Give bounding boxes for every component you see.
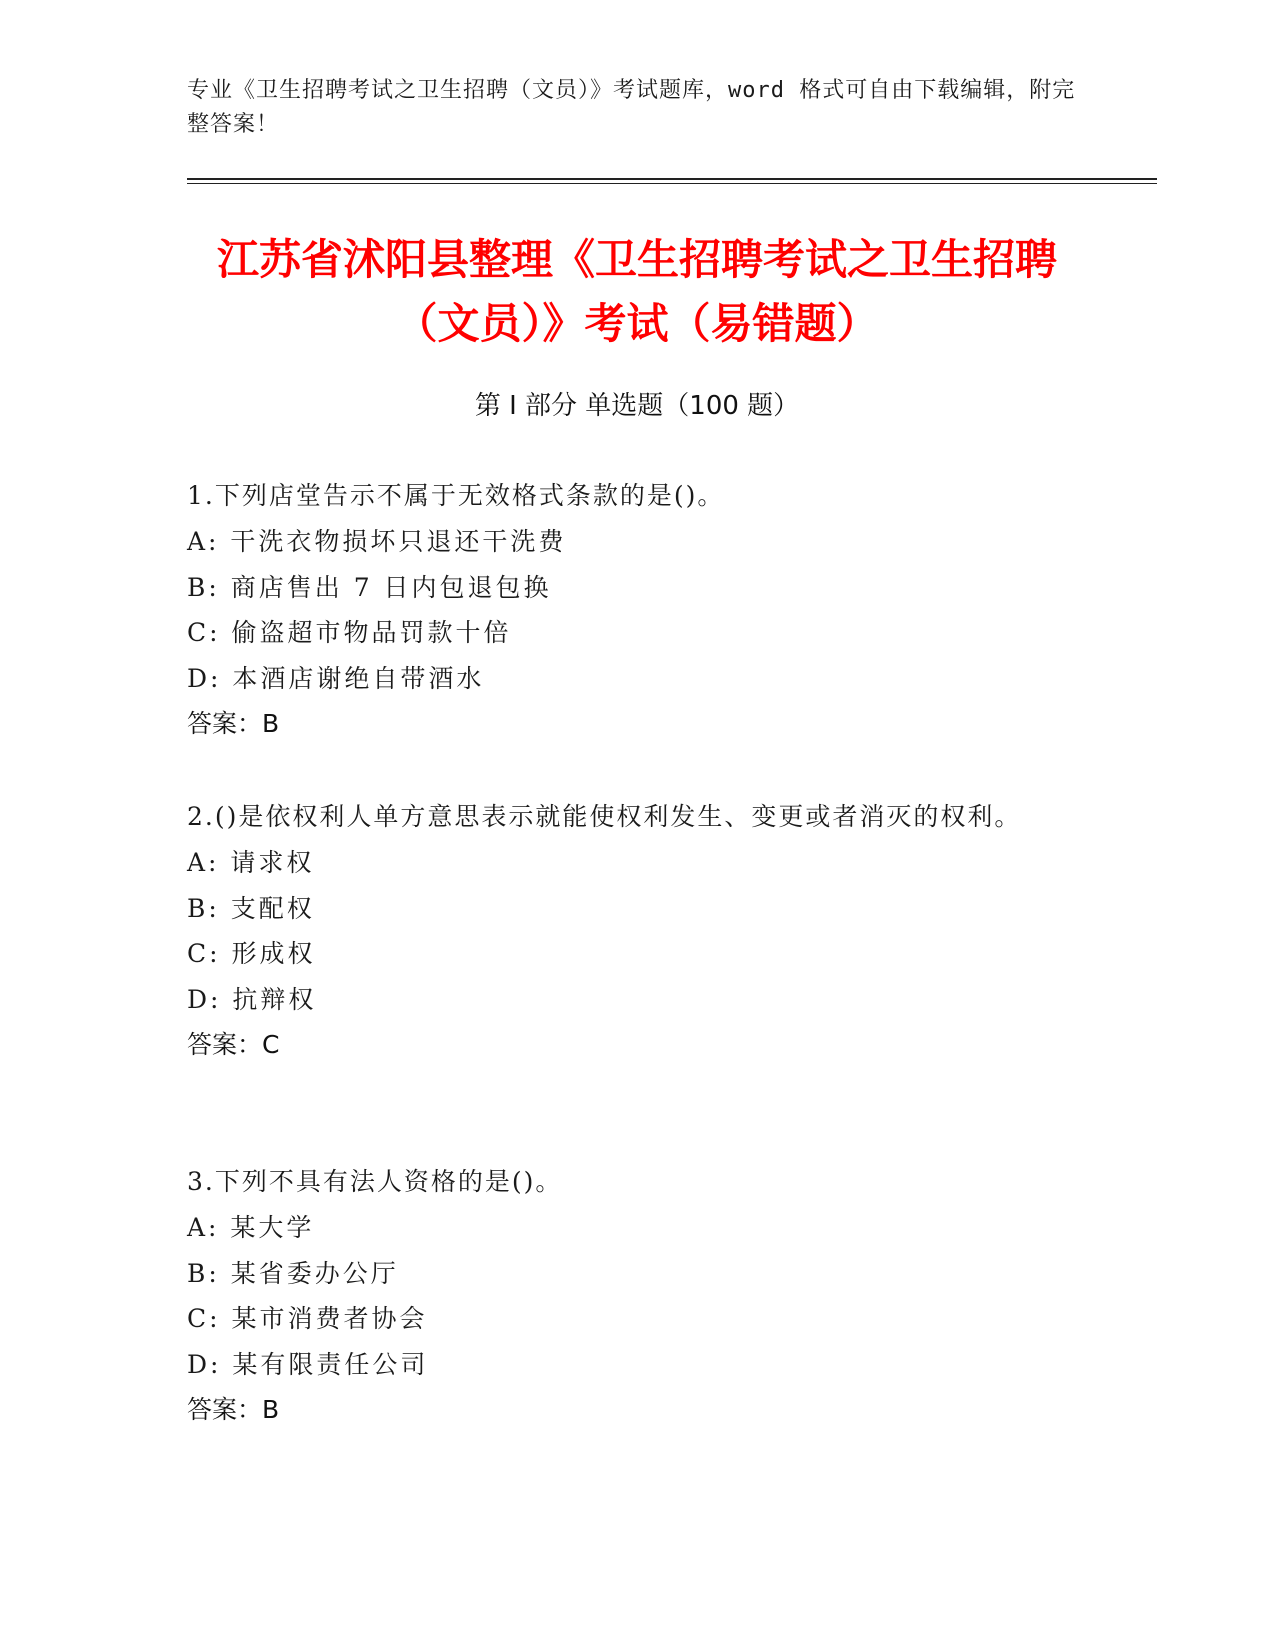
option-d: D: 本酒店谢绝自带酒水 <box>187 663 485 693</box>
question-2 <box>187 794 1087 1068</box>
option-c: C: 某市消费者协会 <box>187 1304 428 1333</box>
header-note: 专业《卫生招聘考试之卫生招聘（文员）》考试题库，word 格式可自由下载编辑，附完整答案！ <box>187 78 1076 137</box>
option-b: B: 某省委办公厅 <box>187 1258 399 1288</box>
option-d: D: 某有限责任公司 <box>187 1349 429 1379</box>
header-divider-thick <box>187 178 1157 180</box>
question-stem: 3.下列不具有法人资格的是()。 <box>187 1167 563 1196</box>
question-stem: 2.()是依权利人单方意思表示就能使权利发生、变更或者消灭的权利。 <box>187 802 1022 831</box>
document-title: 江苏省沭阳县整理《卫生招聘考试之卫生招聘（文员）》考试（易错题） <box>216 235 1057 348</box>
question-1 <box>187 473 1087 747</box>
header-divider-thin <box>187 183 1157 184</box>
question-stem: 1.下列店堂告示不属于无效格式条款的是()。 <box>187 481 725 510</box>
option-d: D: 抗辩权 <box>187 984 317 1014</box>
question-3 <box>187 1159 1087 1433</box>
section-title: 第 I 部分 单选题（100 题） <box>474 391 800 421</box>
option-b: B: 商店售出 7 日内包退包换 <box>187 572 552 602</box>
answer: 答案：B <box>187 1395 280 1424</box>
option-a: A: 某大学 <box>187 1213 315 1242</box>
option-a: A: 干洗衣物损坏只退还干洗费 <box>187 527 567 556</box>
option-c: C: 偷盗超市物品罚款十倍 <box>187 618 512 647</box>
option-c: C: 形成权 <box>187 939 316 968</box>
answer: 答案：C <box>187 1030 280 1059</box>
option-b: B: 支配权 <box>187 893 315 923</box>
answer: 答案：B <box>187 709 280 738</box>
option-a: A: 请求权 <box>187 848 315 877</box>
